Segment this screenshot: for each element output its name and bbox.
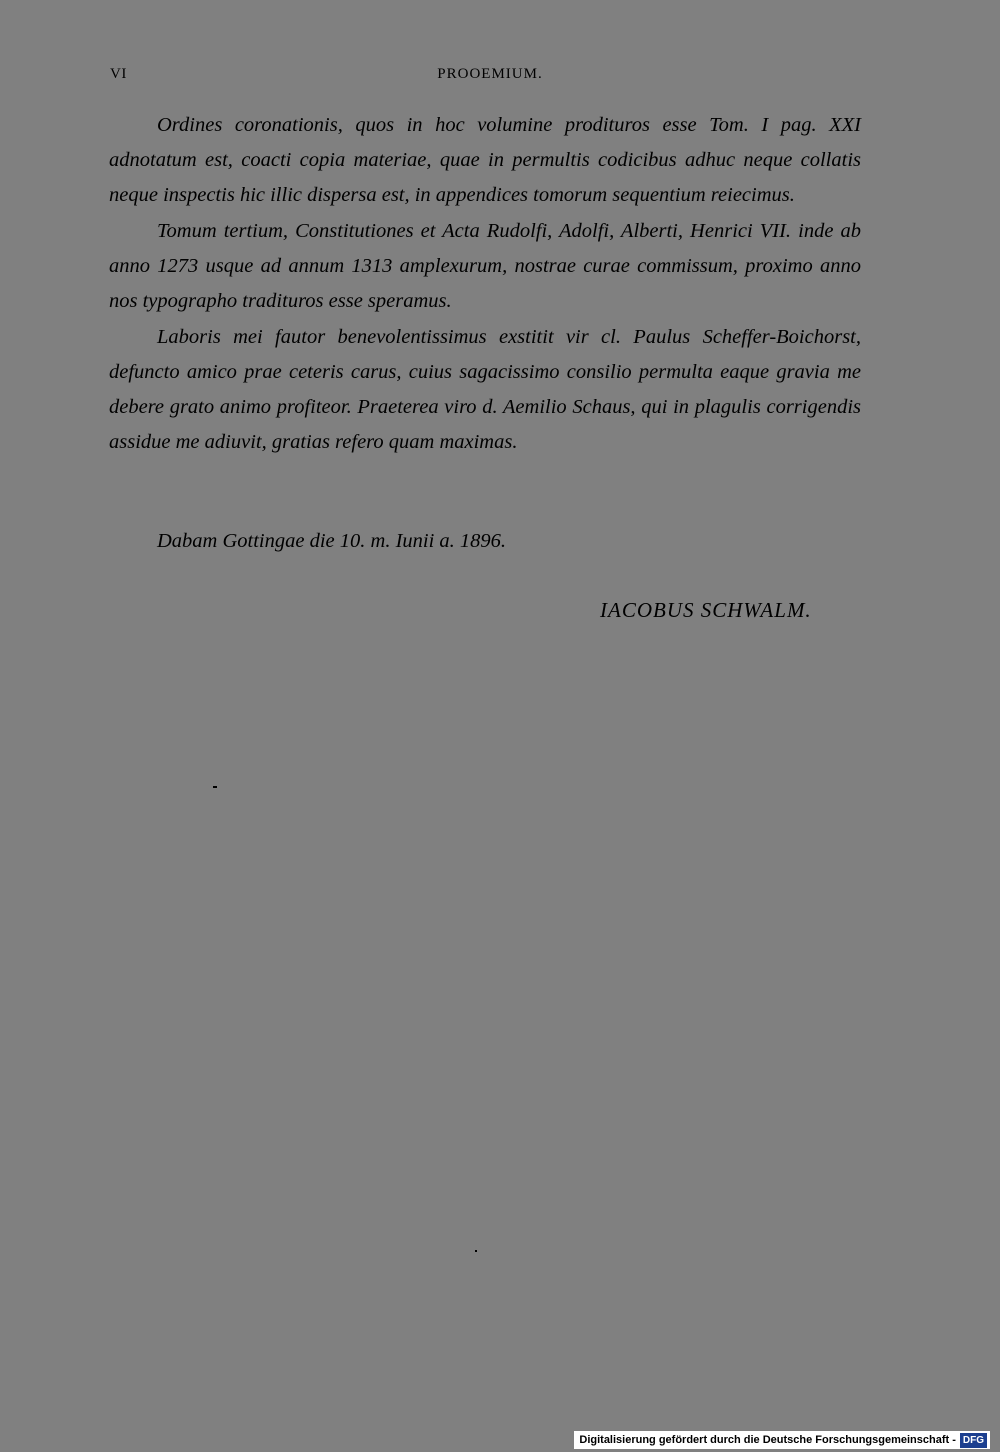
dfg-logo: DFG (960, 1433, 987, 1448)
scan-speck (475, 1250, 477, 1252)
scan-speck (213, 786, 217, 788)
paragraph-coronation-orders: Ordines coronationis, quos in hoc volumine prodituros esse Tom. I pag. XXI adnotatum est, coacti copia materiae, quae in permultis codicibus adhuc neque collatis neque inspectis hic illic dispersa est, in appendices tomorum sequentium reiecimus. (109, 114, 861, 206)
digitization-footer (574, 1431, 990, 1449)
signature: IACOBUS SCHWALM. (600, 598, 812, 622)
page-number: VI (110, 66, 127, 82)
running-head: PROOEMIUM. (437, 66, 543, 82)
body-text (109, 108, 861, 461)
footer-credit: Digitalisierung gefördert durch die Deutsche Forschungsgemeinschaft - (579, 1434, 956, 1446)
dateline: Dabam Gottingae die 10. m. Iunii a. 1896. (157, 530, 507, 552)
paragraph-acknowledgements: Laboris mei fautor benevolentissimus exstitit vir cl. Paulus Scheffer-Boichorst, defuncto amico prae ceteris carus, cuius sagacissimo consilio permulta eaque gravia me debere grato animo profiteor. Praeterea viro d. Aemilio Schaus, qui in plagulis corrigendis assidue me adiuvit, gratias refero quam maximas. (109, 326, 861, 453)
paragraph-third-volume: Tomum tertium, Constitutiones et Acta Rudolfi, Adolfi, Alberti, Henrici VII. inde ab anno 1273 usque ad annum 1313 amplexurum, nostrae curae commissum, proximo anno nos typographo tradituros esse speramus. (109, 220, 861, 312)
